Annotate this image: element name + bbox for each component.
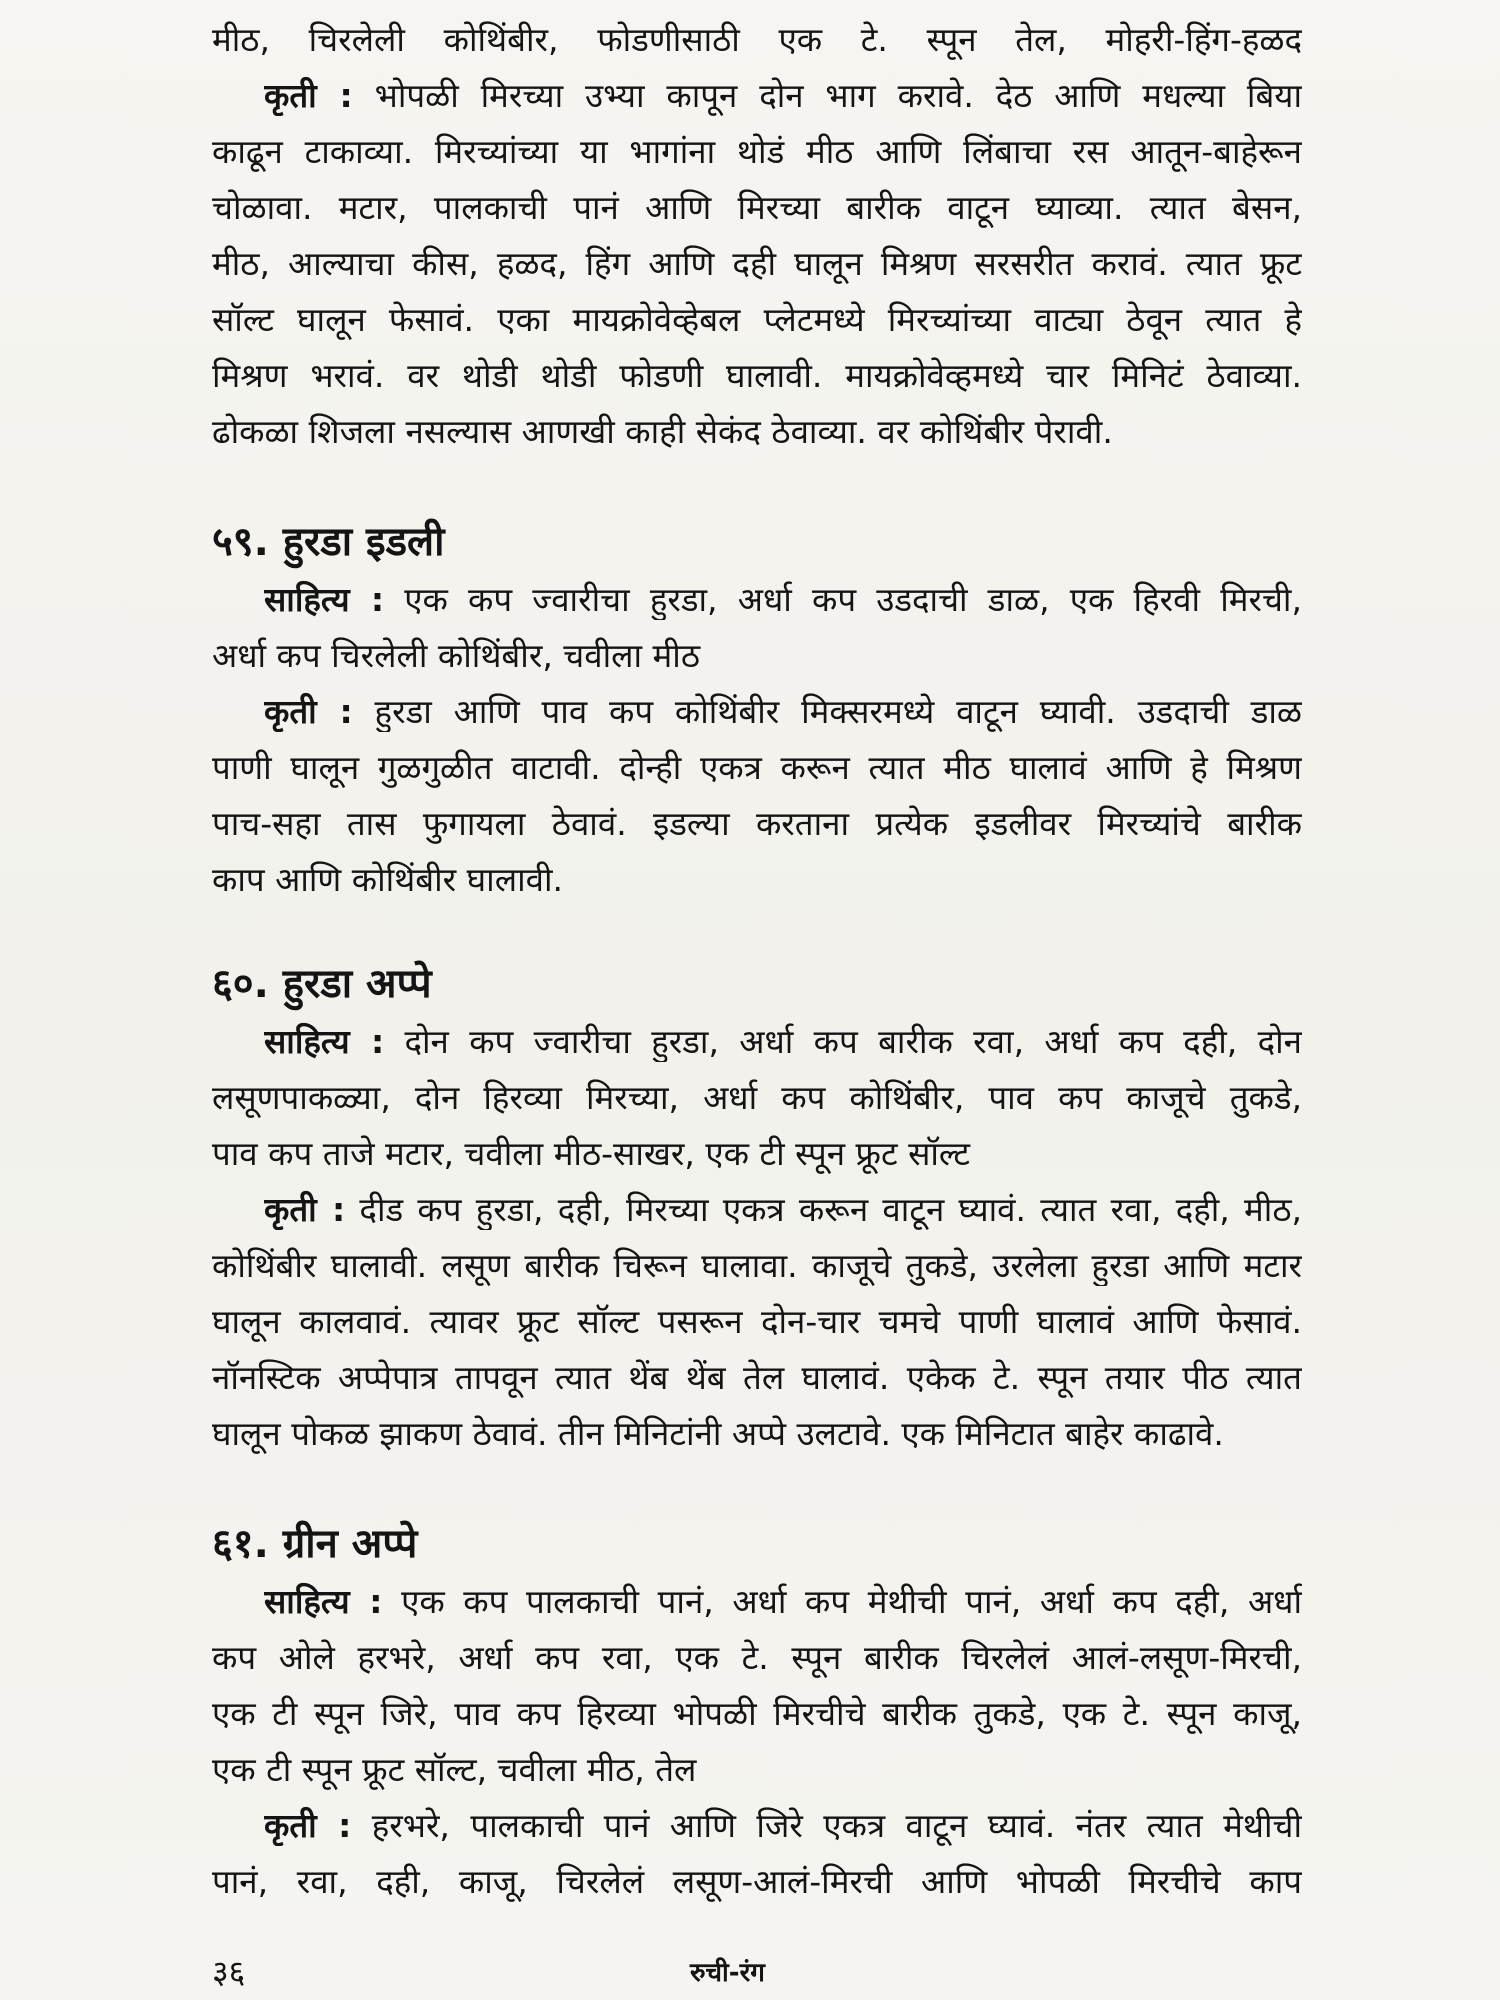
method-label: कृती : [264,1806,352,1845]
method-line: कोथिंबीर घालावी. लसूण बारीक चिरून घालावा. काजूचे तुकडे, उरलेला हुरडा आणि मटार [212,1246,1302,1285]
ingredients-line [264,580,1302,620]
method-line: घालून पोकळ झाकण ठेवावं. तीन मिनिटांनी अप्पे उलटावे. एक मिनिटात बाहेर काढावे. [212,1414,1224,1453]
intro-line: मिश्रण भरावं. वर थोडी थोडी फोडणी घालावी. मायक्रोवेव्हमध्ये चार मिनिटं ठेवाव्या. [212,356,1302,395]
intro-line: सॉल्ट घालून फेसावं. एका मायक्रोवेव्हेबल प्लेटमध्ये मिरच्यांच्या वाट्या ठेवून त्यात हे [212,300,1302,339]
ingredients-label: साहित्य : [264,580,385,619]
intro-line: चोळावा. मटार, पालकाची पानं आणि मिरच्या बारीक वाटून घ्याव्या. त्यात बेसन, [212,188,1302,227]
intro-line: मीठ, चिरलेली कोथिंबीर, फोडणीसाठी एक टे. स्पून तेल, मोहरी-हिंग-हळद [212,20,1302,59]
book-title: रुची-रंग [690,1958,765,1988]
recipe-heading: ६१. ग्रीन अप्पे [212,1521,418,1567]
method-line: घालून कालवावं. त्यावर फ्रूट सॉल्ट पसरून दोन-चार चमचे पाणी घालावं आणि फेसावं. [212,1302,1302,1341]
method-line: काप आणि कोथिंबीर घालावी. [212,860,564,899]
ingredients-line [264,1582,1302,1622]
method-line: पानं, रवा, दही, काजू, चिरलेलं लसूण-आलं-मिरची आणि भोपळी मिरचीचे काप [212,1862,1302,1901]
recipe-heading: ५९. हुरडा इडली [212,519,445,565]
ingredients-line: एक टी स्पून फ्रूट सॉल्ट, चवीला मीठ, तेल [212,1750,697,1789]
method-line: पाणी घालून गुळगुळीत वाटावी. दोन्ही एकत्र करून त्यात मीठ घालावं आणि हे मिश्रण [212,748,1302,787]
method-line [264,692,1302,732]
ingredients-line [264,1022,1302,1062]
ingredients-line: कप ओले हरभरे, अर्धा कप रवा, एक टे. स्पून बारीक चिरलेलं आलं-लसूण-मिरची, [212,1638,1302,1677]
method-line: पाच-सहा तास फुगायला ठेवावं. इडल्या करताना प्रत्येक इडलीवर मिरच्यांचे बारीक [212,804,1302,843]
intro-method-text: भोपळी मिरच्या उभ्या कापून दोन भाग करावे. देठ आणि मधल्या बिया [374,76,1302,115]
ingredients-text: एक कप पालकाची पानं, अर्धा कप मेथीची पानं, अर्धा कप दही, अर्धा [401,1582,1302,1621]
method-line [264,1806,1302,1846]
intro-method-line [264,76,1302,116]
ingredients-line: एक टी स्पून जिरे, पाव कप हिरव्या भोपळी मिरचीचे बारीक तुकडे, एक टे. स्पून काजू, [212,1694,1302,1733]
method-line: नॉनस्टिक अप्पेपात्र तापवून त्यात थेंब थेंब तेल घालावं. एकेक टे. स्पून तयार पीठ त्यात [212,1358,1302,1397]
ingredients-text: एक कप ज्वारीचा हुरडा, अर्धा कप उडदाची डाळ, एक हिरवी मिरची, [404,580,1302,619]
method-label: कृती : [264,692,353,731]
ingredients-label: साहित्य : [264,1582,383,1621]
method-label: कृती : [264,76,353,115]
ingredients-line: लसूणपाकळ्या, दोन हिरव्या मिरच्या, अर्धा कप कोथिंबीर, पाव कप काजूचे तुकडे, [212,1078,1302,1117]
intro-line: मीठ, आल्याचा कीस, हळद, हिंग आणि दही घालून मिश्रण सरसरीत करावं. त्यात फ्रूट [212,244,1302,283]
recipe-heading: ६०. हुरडा अप्पे [212,961,432,1007]
ingredients-text: दोन कप ज्वारीचा हुरडा, अर्धा कप बारीक रवा, अर्धा कप दही, दोन [404,1022,1302,1061]
ingredients-line: अर्धा कप चिरलेली कोथिंबीर, चवीला मीठ [212,636,701,675]
method-label: कृती : [264,1190,346,1229]
method-line [264,1190,1302,1230]
ingredients-label: साहित्य : [264,1022,385,1061]
ingredients-line: पाव कप ताजे मटार, चवीला मीठ-साखर, एक टी स्पून फ्रूट सॉल्ट [212,1134,970,1173]
method-text: हुरडा आणि पाव कप कोथिंबीर मिक्सरमध्ये वाटून घ्यावी. उडदाची डाळ [374,692,1302,731]
intro-line: काढून टाकाव्या. मिरच्यांच्या या भागांना थोडं मीठ आणि लिंबाचा रस आतून-बाहेरून [212,132,1302,171]
method-text: दीड कप हुरडा, दही, मिरच्या एकत्र करून वाटून घ्यावं. त्यात रवा, दही, मीठ, [359,1190,1302,1229]
method-text: हरभरे, पालकाची पानं आणि जिरे एकत्र वाटून घ्यावं. नंतर त्यात मेथीची [371,1806,1302,1845]
page-number: ३६ [212,1953,246,1991]
intro-line: ढोकळा शिजला नसल्यास आणखी काही सेकंद ठेवाव्या. वर कोथिंबीर पेरावी. [212,412,1113,451]
